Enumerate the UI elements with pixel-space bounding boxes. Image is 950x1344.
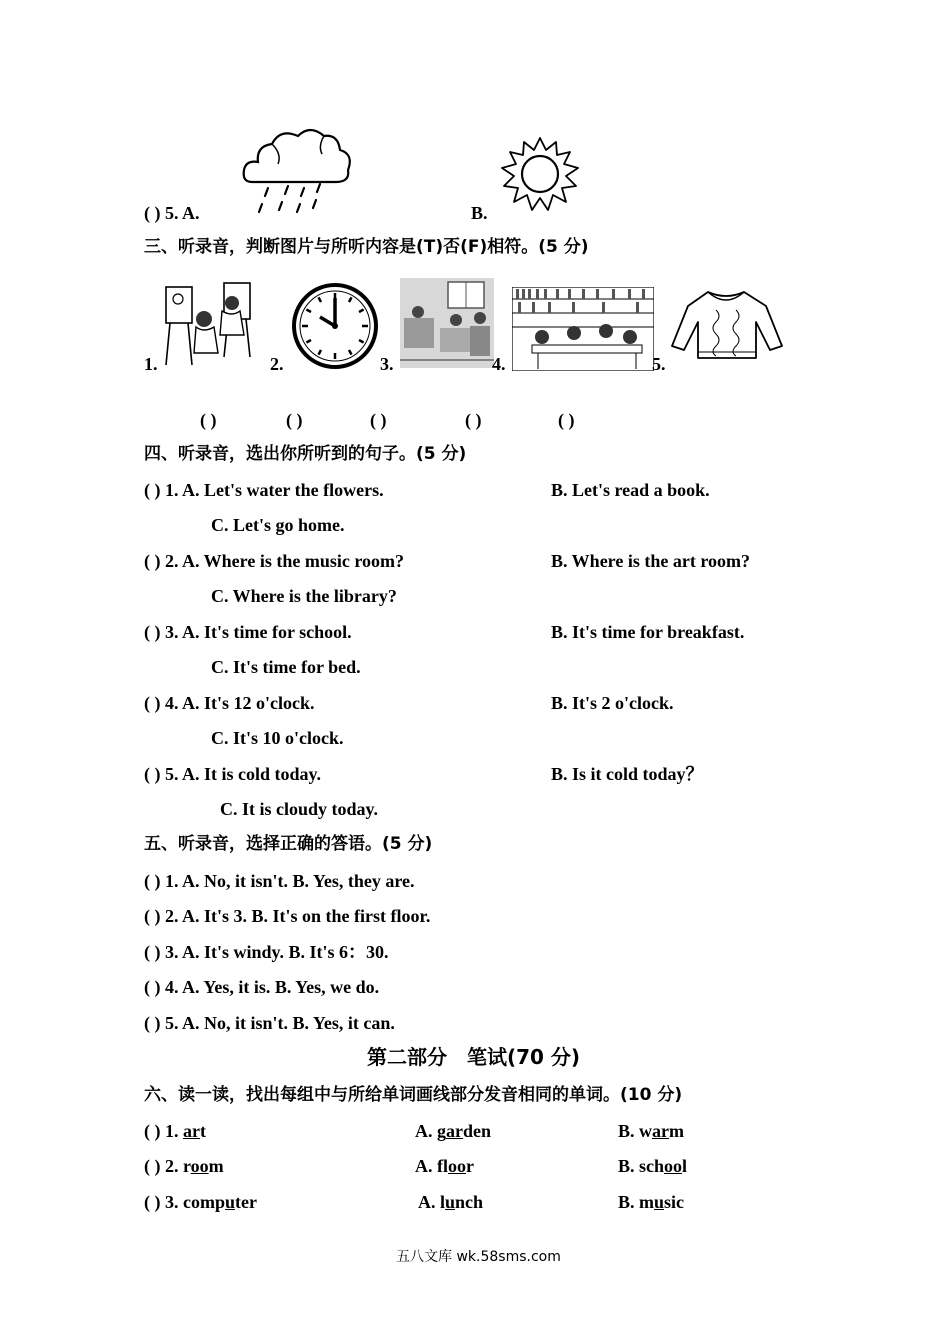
- section4-item-3-a: ( ) 3. A. It's time for school.: [144, 622, 352, 642]
- section3-blank-5[interactable]: ( ): [558, 410, 575, 430]
- section4-item-4-b: B. It's 2 o'clock.: [551, 693, 674, 713]
- section6-row-3-stem: ( ) 3. computer: [144, 1192, 257, 1212]
- q5-stem: ( ) 5. A.: [144, 203, 200, 223]
- classroom-picture: [400, 278, 494, 368]
- section4-item-1-c: C. Let's go home.: [211, 515, 345, 535]
- section5-item-5: ( ) 5. A. No, it isn't. B. Yes, it can.: [144, 1013, 395, 1033]
- q5-option-b: B.: [471, 203, 488, 223]
- sun-icon: [494, 130, 586, 218]
- section5-item-4: ( ) 4. A. Yes, it is. B. Yes, we do.: [144, 977, 380, 997]
- sweater-icon: [670, 286, 784, 362]
- section6-row-3-option-b: B. music: [618, 1192, 685, 1212]
- footer-watermark: 五八文库 wk.58sms.com: [396, 1249, 561, 1265]
- section4-item-3-b: B. It's time for breakfast.: [551, 622, 745, 642]
- section6-title: 六、读一读，找出每组中与所给单词画线部分发音相同的单词。(10 分): [144, 1085, 683, 1105]
- section4-item-4-a: ( ) 4. A. It's 12 o'clock.: [144, 693, 315, 713]
- section6-row-3-option-a: A. lunch: [418, 1192, 484, 1212]
- section3-label-4: 4.: [492, 354, 506, 374]
- section3-blank-3[interactable]: ( ): [370, 410, 387, 430]
- section3-blank-4[interactable]: ( ): [465, 410, 482, 430]
- section6-row-1-option-b: B. warm: [618, 1121, 685, 1141]
- section5-title: 五、听录音，选择正确的答语。(5 分): [144, 834, 433, 854]
- section6-row-2-option-b: B. school: [618, 1156, 688, 1176]
- section4-item-2-b: B. Where is the art room?: [551, 551, 750, 571]
- section6-row-1-stem: ( ) 1. art: [144, 1121, 206, 1141]
- section3-label-3: 3.: [380, 354, 394, 374]
- section5-item-1: ( ) 1. A. No, it isn't. B. Yes, they are.: [144, 871, 415, 891]
- section4-item-5-a: ( ) 5. A. It is cold today.: [144, 764, 322, 784]
- section3-blank-2[interactable]: ( ): [286, 410, 303, 430]
- section3-blank-1[interactable]: ( ): [200, 410, 217, 430]
- part2-title: 第二部分 笔试(70 分): [367, 1045, 581, 1069]
- painting-kids-picture: [160, 277, 270, 369]
- section4-item-2-c: C. Where is the library?: [211, 586, 397, 606]
- section4-item-1-a: ( ) 1. A. Let's water the flowers.: [144, 480, 384, 500]
- section3-label-1: 1.: [144, 354, 158, 374]
- section5-item-2: ( ) 2. A. It's 3. B. It's on the first floor.: [144, 906, 431, 926]
- section4-title: 四、听录音，选出你所听到的句子。(5 分): [144, 444, 467, 464]
- section4-item-2-a: ( ) 2. A. Where is the music room?: [144, 551, 404, 571]
- section3-label-5: 5.: [652, 354, 666, 374]
- section3-title: 三、听录音，判断图片与所听内容是(T)否(F)相符。(5 分): [144, 237, 589, 257]
- clock-icon: [290, 282, 382, 370]
- section4-item-4-c: C. It's 10 o'clock.: [211, 728, 344, 748]
- section4-item-5-c: C. It is cloudy today.: [220, 799, 379, 819]
- section5-item-3: ( ) 3. A. It's windy. B. It's 6：30.: [144, 942, 389, 962]
- section3-label-2: 2.: [270, 354, 284, 374]
- section4-item-3-c: C. It's time for bed.: [211, 657, 361, 677]
- section6-row-2-stem: ( ) 2. room: [144, 1156, 224, 1176]
- section6-row-2-option-a: A. floor: [415, 1156, 474, 1176]
- library-picture: [512, 287, 654, 371]
- rain-cloud-icon: [238, 124, 354, 220]
- section6-row-1-option-a: A. garden: [415, 1121, 492, 1141]
- section4-item-1-b: B. Let's read a book.: [551, 480, 710, 500]
- section4-item-5-b: B. Is it cold today？: [551, 764, 704, 784]
